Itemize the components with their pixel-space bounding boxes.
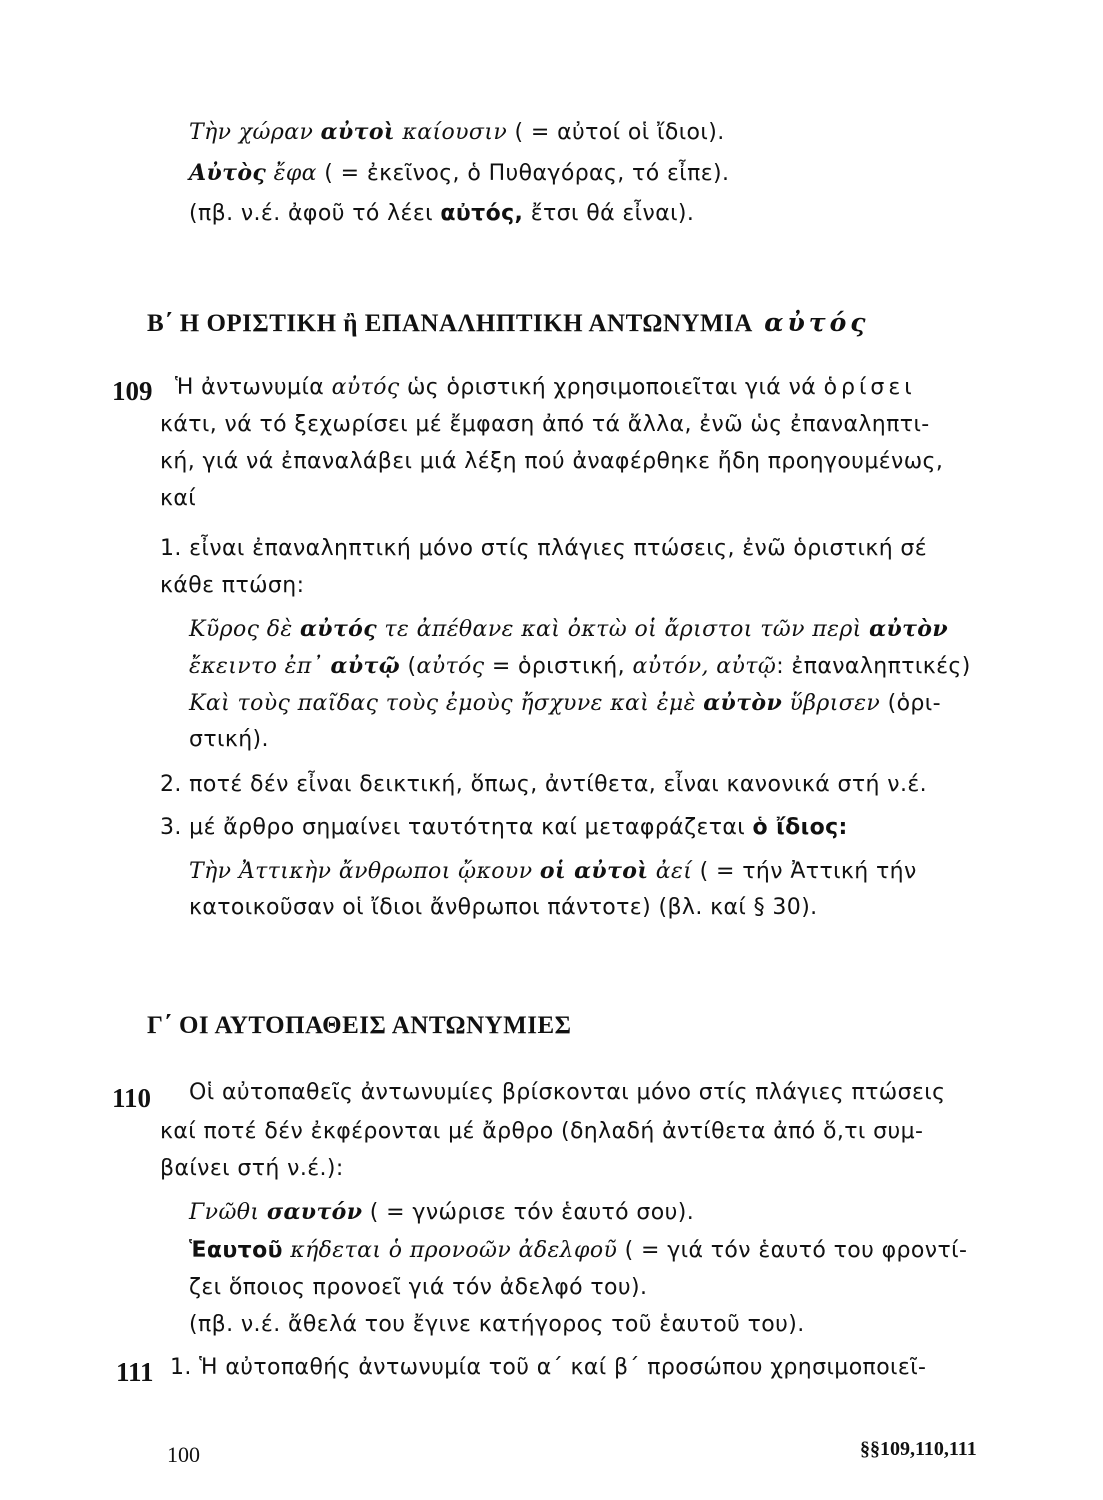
italic-word: αὐτός bbox=[331, 375, 400, 400]
item-3 bbox=[160, 813, 848, 843]
emphasized-word: σαυτόν bbox=[266, 1199, 363, 1225]
heading-word: αὐτός bbox=[764, 308, 870, 337]
italic-word: αὐτός bbox=[416, 654, 485, 679]
example-kyros-line-1 bbox=[189, 614, 948, 645]
greek-text: ἔφα bbox=[266, 161, 317, 186]
para-109-line-3: κή, γιά νά ἐπαναλάβει μιά λέξη πού ἀναφέρθηκε ἤδη προηγουμένως, bbox=[160, 449, 944, 474]
body-text: 3. μέ ἄρθρο σημαίνει ταυτότητα καί μεταφράζεται bbox=[160, 815, 753, 840]
item-1-line-2: κάθε πτώση: bbox=[160, 573, 305, 598]
example-paidas-line-1 bbox=[189, 688, 941, 719]
greek-text: τε ἀπέθανε καὶ ὀκτὼ οἱ ἄριστοι τῶν περὶ bbox=[377, 617, 870, 642]
greek-text: ἀεί bbox=[648, 859, 693, 884]
body-text: Ἡ ἀντωνυμία bbox=[175, 375, 332, 400]
greek-text: Καὶ τοὺς παῖδας τοὺς ἐμοὺς ἤσχυνε καὶ ἐμὲ bbox=[189, 691, 704, 716]
para-109-line-1 bbox=[175, 373, 916, 403]
emphasized-word: αὐτοὶ bbox=[320, 119, 395, 145]
item-2: 2. ποτέ δέν εἶναι δεικτική, ὅπως, ἀντίθετα, εἶναι κανονικά στή ν.έ. bbox=[160, 772, 928, 797]
greek-text: Τὴν χώραν bbox=[189, 120, 321, 145]
annotation: (ὁρι- bbox=[880, 691, 941, 716]
example-gnothi bbox=[189, 1197, 694, 1228]
annotation: = ὁριστική, bbox=[484, 654, 633, 679]
translation: ( = τήν Ἀττική τήν bbox=[692, 859, 917, 884]
greek-text: Τὴν Ἀττικὴν ἄνθρωποι ᾤκουν bbox=[189, 859, 540, 884]
emphasized-word: αὐτός bbox=[299, 616, 378, 642]
section-c-heading: Γ΄ ΟΙ ΑΥΤΟΠΑΘΕΙΣ ΑΝΤΩΝΥΜΙΕΣ bbox=[147, 1012, 572, 1039]
example-paidas-line-2: στική). bbox=[189, 727, 269, 752]
spaced-word: ὁρίσει bbox=[823, 375, 916, 400]
emphasized-word: αὐτὸν bbox=[869, 616, 949, 642]
section-b-heading bbox=[147, 308, 870, 338]
annotation: ( bbox=[400, 654, 417, 679]
emphasized-word: Αὐτὸς bbox=[189, 160, 267, 186]
greek-text: καίουσιν bbox=[394, 120, 508, 145]
example-heautou-line-1 bbox=[189, 1236, 967, 1266]
item-1-line-1: 1. εἶναι ἐπαναληπτική μόνο στίς πλάγιες πτώσεις, ἐνῶ ὁριστική σέ bbox=[160, 536, 928, 561]
para-110-line-1: Οἱ αὐτοπαθεῖς ἀντωνυμίες βρίσκονται μόνο στίς πλάγιες πτώσεις bbox=[189, 1080, 946, 1105]
intro-example-3 bbox=[189, 199, 694, 229]
paragraph-number-109: 109 bbox=[112, 376, 153, 406]
example-attiki-line-1 bbox=[189, 856, 917, 887]
example-kyros-line-2 bbox=[189, 651, 971, 682]
annotation: : ἐπαναληπτικές) bbox=[776, 654, 971, 679]
page-number: 100 bbox=[167, 1442, 200, 1467]
emphasized-word: αὐτός, bbox=[440, 201, 524, 226]
translation: ( = ἐκεῖνος, ὁ Πυθαγόρας, τό εἶπε). bbox=[316, 161, 730, 186]
paragraph-number-110: 110 bbox=[112, 1083, 152, 1113]
intro-example-2 bbox=[189, 158, 729, 189]
comparison-text: (πβ. ν.έ. ἀφοῦ τό λέει bbox=[189, 201, 441, 226]
para-111-line-1: 1. Ἡ αὐτοπαθής ἀντωνυμία τοῦ α΄ καί β΄ προσώπου χρησιμοποιεῖ- bbox=[170, 1355, 927, 1380]
example-athela: (πβ. ν.έ. ἄθελά του ἔγινε κατήγορος τοῦ ἑαυτοῦ του). bbox=[189, 1312, 805, 1337]
para-110-line-3: βαίνει στή ν.έ.): bbox=[160, 1156, 344, 1181]
greek-text: κήδεται ὁ προνοῶν ἀδελφοῦ bbox=[282, 1238, 618, 1263]
italic-word: αὐτόν, αὐτῷ bbox=[632, 654, 777, 679]
body-text: ὡς ὁριστική χρησιμοποιεῖται γιά νά bbox=[399, 375, 824, 400]
translation: ( = γνώρισε τόν ἑαυτό σου). bbox=[362, 1200, 695, 1225]
emphasized-word: αὐτὸν bbox=[703, 690, 783, 716]
comparison-text: ἔτσι θά εἶναι). bbox=[523, 201, 695, 226]
translation: ( = αὐτοί οἱ ἴδιοι). bbox=[507, 120, 725, 145]
greek-text: Γνῶθι bbox=[189, 1200, 267, 1225]
example-attiki-line-2: κατοικοῦσαν οἱ ἴδιοι ἄνθρωποι πάντοτε) (βλ. καί § 30). bbox=[189, 895, 818, 920]
example-heautou-line-2: ζει ὅποιος προνοεῖ γιά τόν ἀδελφό του). bbox=[189, 1275, 648, 1300]
emphasized-word: αὐτῷ bbox=[330, 653, 401, 679]
para-110-line-2: καί ποτέ δέν ἐκφέρονται μέ ἄρθρο (δηλαδή ἀντίθετα ἀπό ὅ,τι συμ- bbox=[160, 1119, 924, 1144]
footer-section-refs: §§109,110,111 bbox=[860, 1438, 977, 1460]
greek-text: ὕβρισεν bbox=[782, 691, 881, 716]
emphasized-phrase: ὁ ἴδιος: bbox=[752, 815, 848, 840]
translation: ( = γιά τόν ἑαυτό του φροντί- bbox=[617, 1238, 968, 1263]
heading-text: Β΄ Η ΟΡΙΣΤΙΚΗ ἢ ΕΠΑΝΑΛΗΠΤΙΚΗ ΑΝΤΩΝΥΜΙΑ bbox=[147, 310, 752, 337]
greek-text: ἔκειντο ἐπ᾽ bbox=[189, 654, 331, 679]
para-109-line-4: καί bbox=[160, 486, 197, 511]
intro-example-1 bbox=[189, 117, 725, 148]
emphasized-phrase: οἱ αὐτοὶ bbox=[539, 858, 649, 884]
para-109-line-2: κάτι, νά τό ξεχωρίσει μέ ἔμφαση ἀπό τά ἄλλα, ἐνῶ ὡς ἐπαναληπτι- bbox=[160, 412, 930, 437]
paragraph-number-111: 111 bbox=[116, 1357, 154, 1387]
greek-text: Κῦρος δὲ bbox=[189, 617, 300, 642]
emphasized-word: Ἑαυτοῦ bbox=[189, 1238, 283, 1263]
